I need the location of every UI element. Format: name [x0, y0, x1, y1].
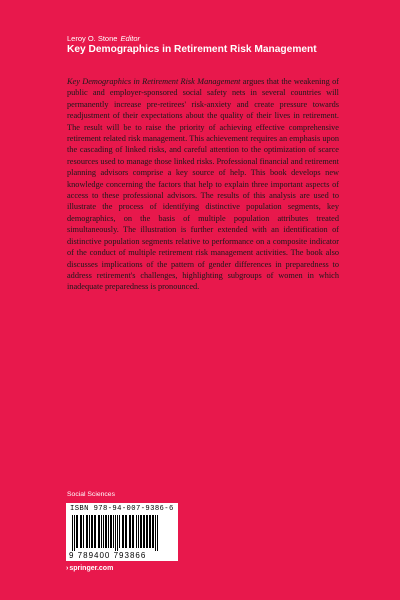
blurb-body: argues that the weakening of public and employer-sponsored social safety nets in several countries will permanently increase pre-retirees' risk-anxiety and create pressure towards readjustment of their expectations about the quality of their lives in retirement. The result will be to raise the priority of achieving effective comprehensive retirement related risk management. This achievement requires an emphasis upon the cascading of linked risks, and careful attention to the optimization of scarce resources used to manage those linked risks. Professional financial and retirement planning advisors comprise a key source of help. This book develops new knowledge concerning the factors that help to explain three important aspects of access to these professional advisors. The results of this analysis are used to illustrate the process of identifying distinctive population segments, key demographics, on the basis of multiple population attributes treated simultaneously. The illustration is further extended with an identification of distinctive population segments relative to performance on a composite indicator of the conduct of multiple retirement risk management activities. The book also discusses implications of the pattern of gender differences in preparedness to address retirement's challenges, highlighting subgroups of women in which inadequate preparedness is pronounced.: [67, 77, 339, 292]
barcode-bar: [138, 515, 139, 548]
arrow-icon: ›: [66, 565, 69, 572]
barcode-bar: [149, 515, 151, 548]
barcode-bar: [136, 515, 137, 548]
barcode-bar: [72, 515, 73, 551]
barcode-bar: [80, 515, 82, 548]
editor-role: Editor: [120, 34, 141, 43]
barcode-bar: [103, 515, 104, 548]
editor-name: Leroy O. Stone: [67, 34, 118, 43]
barcode-bar: [89, 515, 90, 548]
barcode-box: [66, 503, 178, 561]
barcode-bar: [157, 515, 158, 551]
subject-category: Social Sciences: [67, 491, 115, 498]
book-title: Key Demographics in Retirement Risk Management: [67, 44, 317, 55]
barcode-bar: [83, 515, 84, 548]
barcode-bar: [91, 515, 93, 548]
barcode-icon: [70, 515, 174, 551]
barcode-bar: [110, 515, 112, 548]
barcode-bar: [155, 515, 156, 551]
website-label: springer.com: [69, 565, 114, 572]
barcode-bar: [74, 515, 75, 551]
barcode-bar: [125, 515, 127, 548]
barcode-bar: [115, 515, 116, 551]
barcode-bar: [105, 515, 107, 548]
barcode-bar: [86, 515, 88, 548]
barcode-bar: [76, 515, 78, 548]
barcode-bar: [140, 515, 142, 548]
blurb-paragraph: [67, 76, 339, 293]
barcode-bar: [119, 515, 120, 548]
barcode-bar: [101, 515, 102, 548]
barcode-bar: [108, 515, 109, 548]
barcode-bar: [129, 515, 131, 548]
barcode-bar: [143, 515, 145, 548]
barcode-bar: [98, 515, 100, 548]
barcode-number: 9 789400 793866: [69, 551, 147, 560]
barcode-bar: [117, 515, 118, 551]
barcode-bar: [94, 515, 96, 548]
barcode-bar: [146, 515, 148, 548]
editor-line: [67, 34, 140, 43]
barcode-bar: [122, 515, 124, 548]
isbn-label: ISBN 978-94-007-9386-6: [70, 505, 174, 513]
publisher-website: [66, 565, 113, 572]
barcode-bar: [113, 515, 114, 548]
barcode-bar: [132, 515, 134, 548]
barcode-bar: [152, 515, 154, 548]
blurb-book-title: Key Demographics in Retirement Risk Management: [67, 77, 241, 86]
